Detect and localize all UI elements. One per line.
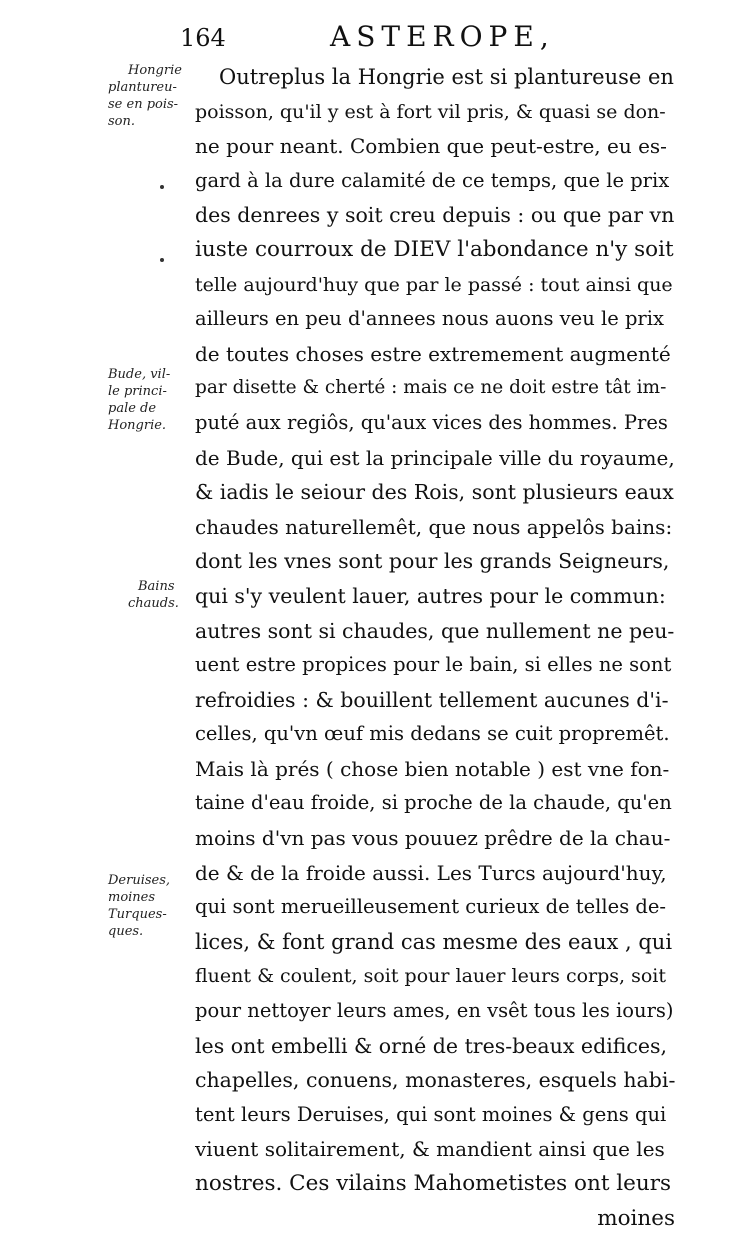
text-line: celles, qu'vn œuf mis dedans se cuit propremêt.: [195, 722, 670, 746]
catchword: moines: [597, 1205, 675, 1231]
text-line: & iadis le seiour des Rois, sont plusieurs eaux: [195, 480, 674, 505]
margin-note-line: moines: [108, 890, 156, 905]
text-line: gard à la dure calamité de ce temps, que le prix: [195, 168, 670, 192]
text-line: refroidies : & bouillent tellement aucunes d'i-: [195, 687, 669, 712]
text-line: taine d'eau froide, si proche de la chaude, qu'en: [195, 791, 672, 815]
text-line: qui s'y veulent lauer, autres pour le commun:: [195, 583, 666, 608]
text-line: moins d'vn pas vous pouuez prêdre de la chau-: [195, 826, 671, 851]
text-line: chapelles, conuens, monasteres, esquels habi-: [195, 1068, 675, 1093]
margin-note-line: Bude, vil-: [108, 367, 171, 382]
margin-note-deruises: [108, 872, 194, 940]
text-line: uent estre propices pour le bain, si elles ne sont: [195, 653, 672, 677]
text-line: lices, & font grand cas mesme des eaux , qui: [195, 929, 673, 954]
text-line: iuste courroux de DIEV l'abondance n'y soit: [195, 236, 674, 262]
text-line: telle aujourd'huy que par le passé : tout ainsi que: [195, 273, 673, 296]
text-line: autres sont si chaudes, que nullement ne peu-: [195, 618, 675, 643]
text-line: qui sont merueilleusement curieux de telles de-: [195, 895, 667, 919]
text-line: poisson, qu'il y est à fort vil pris, & quasi se don-: [195, 100, 666, 123]
margin-note-line: Turques-: [108, 907, 167, 922]
margin-note-line: le princi-: [108, 384, 167, 399]
text-line: pour nettoyer leurs ames, en vsêt tous les iours): [195, 999, 674, 1023]
margin-note-line: Bains: [138, 579, 175, 594]
text-line: Outreplus la Hongrie est si plantureuse en: [219, 65, 674, 89]
text-line: de Bude, qui est la principale ville du royaume,: [195, 445, 675, 470]
body-text: [195, 60, 675, 1236]
margin-note-line: Hongrie.: [108, 418, 167, 433]
margin-note-line: Hongrie: [128, 63, 182, 78]
margin-note-line: chauds.: [128, 596, 179, 611]
text-line: Mais là prés ( chose bien notable ) est vne fon-: [195, 756, 670, 781]
margin-note-bude: [108, 366, 194, 434]
margin-dot-mark: [160, 185, 164, 189]
text-line: par disette & cherté : mais ce ne doit estre tât im-: [195, 377, 667, 399]
page-header: [180, 18, 580, 58]
margin-note-line: plantureu-: [108, 80, 177, 95]
margin-dot-mark: [160, 258, 164, 262]
margin-note-hongrie: [108, 62, 194, 130]
text-line: dont les vnes sont pour les grands Seigneurs,: [195, 549, 670, 574]
text-line: tent leurs Deruises, qui sont moines & gens qui: [195, 1102, 667, 1126]
text-line: de toutes choses estre extremement augmenté: [195, 341, 671, 366]
margin-note-bains: [108, 578, 194, 612]
text-line: de & de la froide aussi. Les Turcs aujourd'huy,: [195, 860, 667, 885]
text-line: chaudes naturellemêt, que nous appelôs bains:: [195, 514, 673, 539]
running-title: ASTEROPE,: [330, 20, 555, 53]
margin-note-line: se en pois-: [108, 97, 179, 112]
text-line: nostres. Ces vilains Mahometistes ont leurs: [195, 1171, 672, 1196]
text-line: ailleurs en peu d'annees nous auons veu le prix: [195, 307, 664, 331]
margin-note-line: pale de: [108, 401, 157, 416]
text-line: puté aux regiôs, qu'aux vices des hommes. Pres: [195, 410, 668, 434]
margin-note-line: Deruises,: [108, 873, 171, 888]
text-line: les ont embelli & orné de tres-beaux edifices,: [195, 1033, 668, 1058]
text-line: des denrees y soit creu depuis : ou que par vn: [195, 203, 675, 228]
page-number: 164: [180, 24, 226, 52]
text-line: ne pour neant. Combien que peut-estre, eu es-: [195, 134, 667, 159]
text-line: viuent solitairement, & mandient ainsi que les: [195, 1137, 665, 1162]
text-line: fluent & coulent, soit pour lauer leurs corps, soit: [195, 965, 667, 988]
margin-note-line: ques.: [108, 924, 144, 939]
margin-note-line: son.: [108, 114, 136, 129]
